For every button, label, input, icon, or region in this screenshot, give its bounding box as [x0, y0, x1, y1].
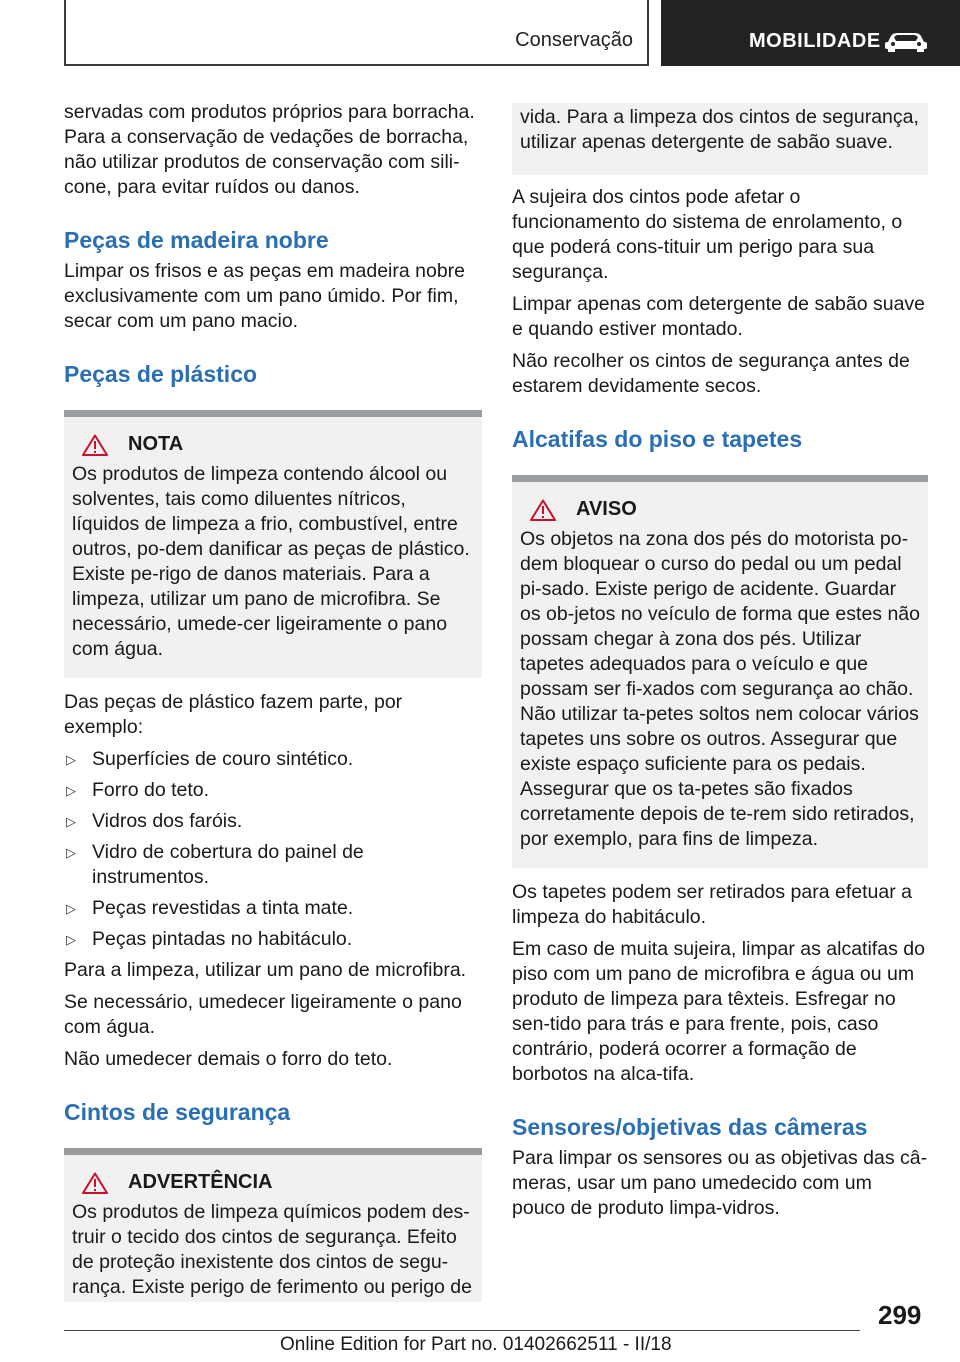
- belts-paragraph-2: Limpar apenas com detergente de sabão suave e quando estiver montado.: [512, 293, 926, 340]
- warning-title-text: ADVERTÊNCIA: [128, 1171, 273, 1193]
- header-chapter-title: MOBILIDADE: [749, 30, 881, 52]
- bullet-triangle-icon: ▷: [66, 932, 76, 947]
- note-text: Os produtos de limpeza contendo álcool ou solventes, tais como diluentes nítricos, líquidos de limpeza a frio, combustível, entre outros, po-dem danificar as peças de plástico. Existe pe-rigo de danos materiais. Para a limpeza, utilizar um pano de microfibra. Se necessário, umede-cer ligeiramente o pano com água.: [72, 463, 470, 660]
- header-chapter-tab: [661, 0, 960, 66]
- footer-edition: Online Edition for Part no. 01402662511 - II/18: [280, 1334, 672, 1355]
- note-box: [64, 410, 482, 678]
- intro-paragraph: servadas com produtos próprios para borracha. Para a conservação de vedações de borracha, não utilizar produtos de conservação com sili-cone, para evitar ruídos ou danos.: [64, 101, 475, 198]
- left-column: [64, 100, 482, 1302]
- list-item: ▷ Peças pintadas no habitáculo.: [66, 928, 353, 950]
- warning-triangle-icon: [82, 434, 108, 456]
- warning-triangle-icon: [530, 499, 556, 521]
- list-item: ▷ Superfícies de couro sintético.: [66, 748, 354, 770]
- plastic-paragraph-3: Não umedecer demais o forro do teto.: [64, 1048, 393, 1070]
- carpet-paragraph-1: Os tapetes podem ser retirados para efetuar a limpeza do habitáculo.: [512, 881, 912, 928]
- note-bar: [64, 410, 482, 417]
- bullet-triangle-icon: ▷: [66, 901, 76, 916]
- footer-divider: [64, 1330, 860, 1331]
- aviso-text: Os objetos na zona dos pés do motorista po-dem bloquear o curso do pedal ou um pedal pi-sado. Existe perigo de acidente. Guardar os ob-jetos no veículo de forma que estes não possam chegar à zona dos pés. Utilizar tapetes adequados para o veículo e que possam ser fi-xados com segurança ao chão. Não utilizar ta-petes soltos nem colocar vários tapetes uns sobre os outros. Assegurar que existe espaço suficiente para os pedais. Assegurar que os ta-petes são fixados corretamente depois de te-rem sido retirados, por exemplo, para fins de limpeza.: [520, 528, 920, 850]
- bullet-triangle-icon: ▷: [66, 783, 76, 798]
- carpet-paragraph-2: Em caso de muita sujeira, limpar as alcatifas do piso com um pano de microfibra e água ou um produto de limpeza para têxteis. Esfregar no sen-tido para trás e para frente, pois, caso contrário, poderá ocorrer a formação de borbotos na alca-tifa.: [512, 938, 925, 1085]
- right-column: [512, 103, 928, 1228]
- bullet-triangle-icon: ▷: [66, 845, 76, 860]
- note-title-text: NOTA: [128, 433, 184, 455]
- wood-paragraph: Limpar os frisos e as peças em madeira nobre exclusivamente com um pano úmido. Por fim, secar com um pano macio.: [64, 260, 466, 332]
- list-item: ▷ Forro do teto.: [66, 779, 210, 801]
- plastic-paragraph-1: Para a limpeza, utilizar um pano de microfibra.: [64, 959, 467, 981]
- header-section-tab: [64, 0, 649, 66]
- warning-text: Os produtos de limpeza químicos podem des-truir o tecido dos cintos de segurança. Efeito de proteção inexistente dos cintos de segu-rança. Existe perigo de ferimento ou perigo de: [72, 1201, 472, 1298]
- list-item: ▷ Peças revestidas a tinta mate.: [66, 897, 354, 919]
- page-number: 299: [878, 1300, 922, 1330]
- aviso-box: [512, 475, 928, 868]
- warning-title: [82, 1171, 474, 1194]
- wood-heading: Peças de madeira nobre: [64, 227, 329, 253]
- plastic-heading: Peças de plástico: [64, 361, 258, 387]
- sensors-heading: Sensores/objetivas das câmeras: [512, 1114, 868, 1140]
- bullet-triangle-icon: ▷: [66, 814, 76, 829]
- belts-paragraph-1: A sujeira dos cintos pode afetar o funcionamento do sistema de enrolamento, o que poderá cons-tituir um perigo para sua segurança.: [512, 186, 903, 283]
- car-icon: [883, 30, 929, 52]
- aviso-title: [530, 498, 920, 521]
- note-title: [82, 433, 474, 456]
- aviso-bar: [512, 475, 928, 482]
- warning-box: [64, 1148, 482, 1302]
- bullet-triangle-icon: ▷: [66, 752, 76, 767]
- plastic-intro: Das peças de plástico fazem parte, por exemplo:: [64, 691, 403, 738]
- header-section-title: Conservação: [515, 29, 633, 51]
- aviso-title-text: AVISO: [576, 498, 637, 520]
- plastic-list: [64, 747, 482, 952]
- belts-heading: Cintos de segurança: [64, 1099, 291, 1125]
- carpet-heading: Alcatifas do piso e tapetes: [512, 426, 803, 452]
- warning-triangle-icon: [82, 1172, 108, 1194]
- list-item: ▷ Vidro de cobertura do painel de instrumentos.: [66, 841, 364, 888]
- warning-box-continued: [512, 103, 928, 175]
- list-item: ▷ Vidros dos faróis.: [66, 810, 243, 832]
- plastic-paragraph-2: Se necessário, umedecer ligeiramente o pano com água.: [64, 991, 462, 1038]
- warning-text-continued: vida. Para a limpeza dos cintos de segurança, utilizar apenas detergente de sabão suave.: [520, 106, 919, 153]
- warning-bar: [64, 1148, 482, 1155]
- belts-paragraph-3: Não recolher os cintos de segurança antes de estarem devidamente secos.: [512, 350, 910, 397]
- sensors-paragraph: Para limpar os sensores ou as objetivas das câ-meras, usar um pano umedecido com um pouco de produto limpa-vidros.: [512, 1147, 928, 1219]
